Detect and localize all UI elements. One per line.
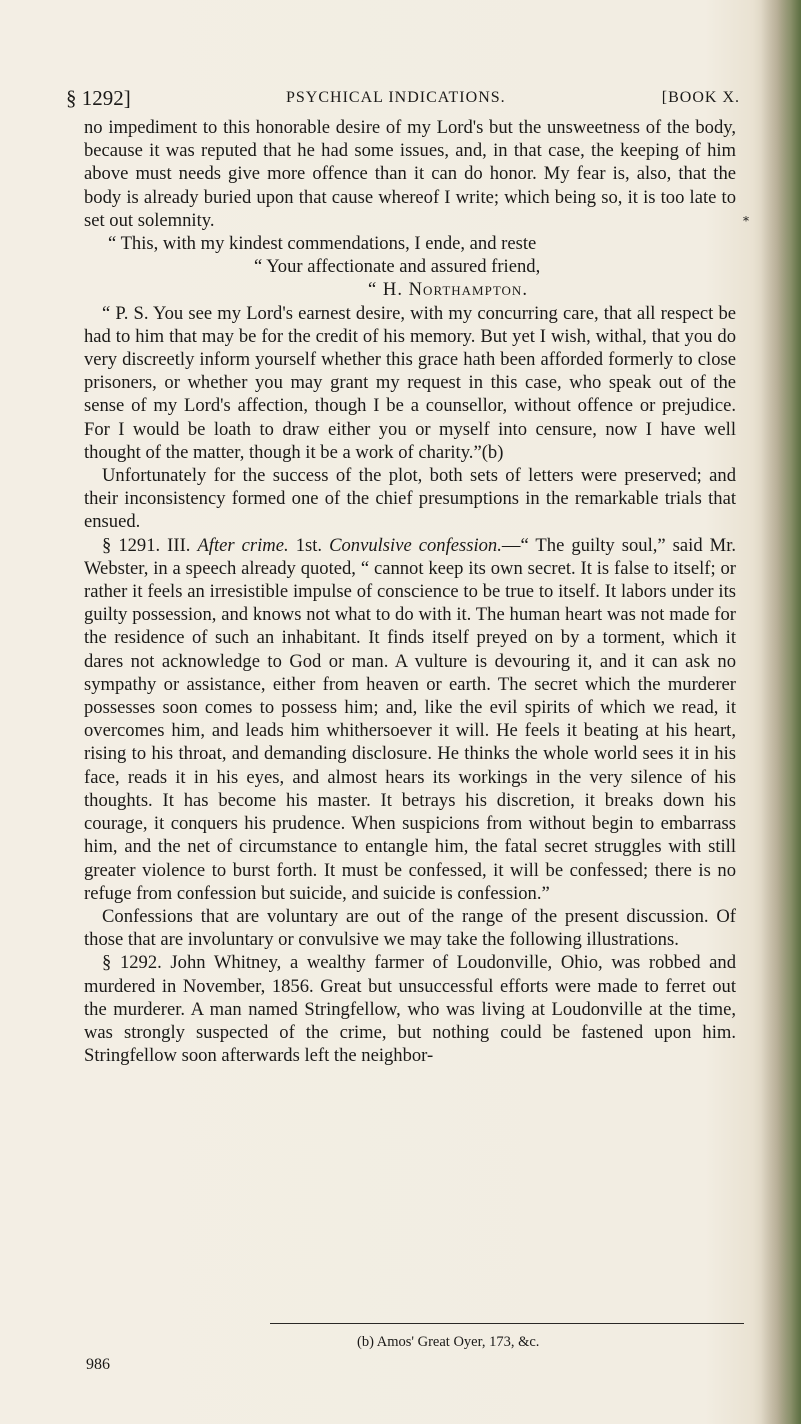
section-1291-label: § 1291. III. [102,534,191,556]
running-header [66,86,740,112]
footnote: (b) Amos' Great Oyer, 173, &c. [357,1334,540,1350]
section-1291-text: —“ The guilty soul,” said Mr. Webster, in a speech already quoted, “ cannot keep its own secret. It is false to itself; or rather it feels an irresistible impulse of conscience to be true to itself. It labors under its guilty possession, and knows not what to do with it. The human heart was not made for the residence of such an inhabitant. It finds itself preyed on by a torment, which it dares not acknowledge to God or man. A vulture is devouring it, and it can ask no sympathy or assistance, either from heaven or earth. The secret which the murderer possesses soon comes to possess him; and, like the evil spirits of which we read, it overcomes him, and leads him whithersoever it will. He feels it beating at his heart, rising to his throat, and demanding disclosure. He thinks the whole world sees it in his face, reads it in his eyes, and almost hears its workings in the very silence of his thoughts. It has become his master. It betrays his discretion, it breaks down his courage, it conquers his prudence. When suspicions from without begin to embarrass him, and the net of circumstance to entangle him, the fatal secret struggles with still greater violence to burst forth. It must be confessed, it will be confessed; there is no refuge from confession but suicide, and suicide is confession.” [84,534,737,904]
paragraph-letter-continuation: no impediment to this honorable desire of my Lord's but the unsweetness of the body, because it was reputed that he had some issues, and, in that case, the keeping of him above must needs give more offence than it can do honor. My fear is, also, that the body is already buried upon that cause whereof I write; which being so, it is too late to set out solemnity. [84,117,736,231]
section-1291-first: 1st. [295,534,323,556]
header-book: [BOOK X. [661,89,740,106]
footnote-divider [270,1323,744,1324]
header-section-number: § 1292] [66,86,131,110]
paragraph-unfortunately: Unfortunately for the success of the plot, both sets of letters were preserved; and their inconsistency formed one of the chief presumptions in the remarkable trials that ensued. [84,465,736,533]
section-1291-after-crime: After crime. [197,534,289,556]
page-number: 986 [86,1356,110,1373]
closing-line: “ This, with my kindest commendations, I ende, and reste [108,233,537,255]
closing-salutation: “ Your affectionate and assured friend, [254,256,541,278]
section-1291-convulsive: Convulsive confession. [329,534,502,556]
paragraph-confessions: Confessions that are voluntary are out of the range of the present discussion. Of those that are involuntary or convulsive we may take the following illustrations. [84,905,736,951]
signature: “ H. Northampton. [368,279,528,301]
page-spine-shadow [761,0,801,1424]
margin-mark: * [743,214,749,228]
paragraph-postscript: “ P. S. You see my Lord's earnest desire, with my concurring care, that all respect be had to him that may be for the credit of his memory. But yet I wish, withal, that you do very discreetly inform yourself whether this grace hath been afforded formerly to close prisoners, or whether you may grant my request in this case, who speak out of the sense of my Lord's affection, though I be a counsellor, without offence or prejudice. For I would be loath to draw either you or myself into censure, now I have well thought of the matter, though it be a work of charity.”(b) [84,302,736,463]
paragraph-section-1292: § 1292. John Whitney, a wealthy farmer of Loudonville, Ohio, was robbed and murdered in November, 1856. Great but unsuccessful efforts were made to ferret out the murderer. A man named Stringfellow, who was living at Loudonville at the time, was strongly suspected of the crime, but nothing could be fastened upon him. Stringfellow soon afterwards left the neighbor- [84,952,736,1067]
paragraph-section-1291 [84,534,736,905]
body-text [84,116,736,1067]
header-title: PSYCHICAL INDICATIONS. [286,89,506,106]
